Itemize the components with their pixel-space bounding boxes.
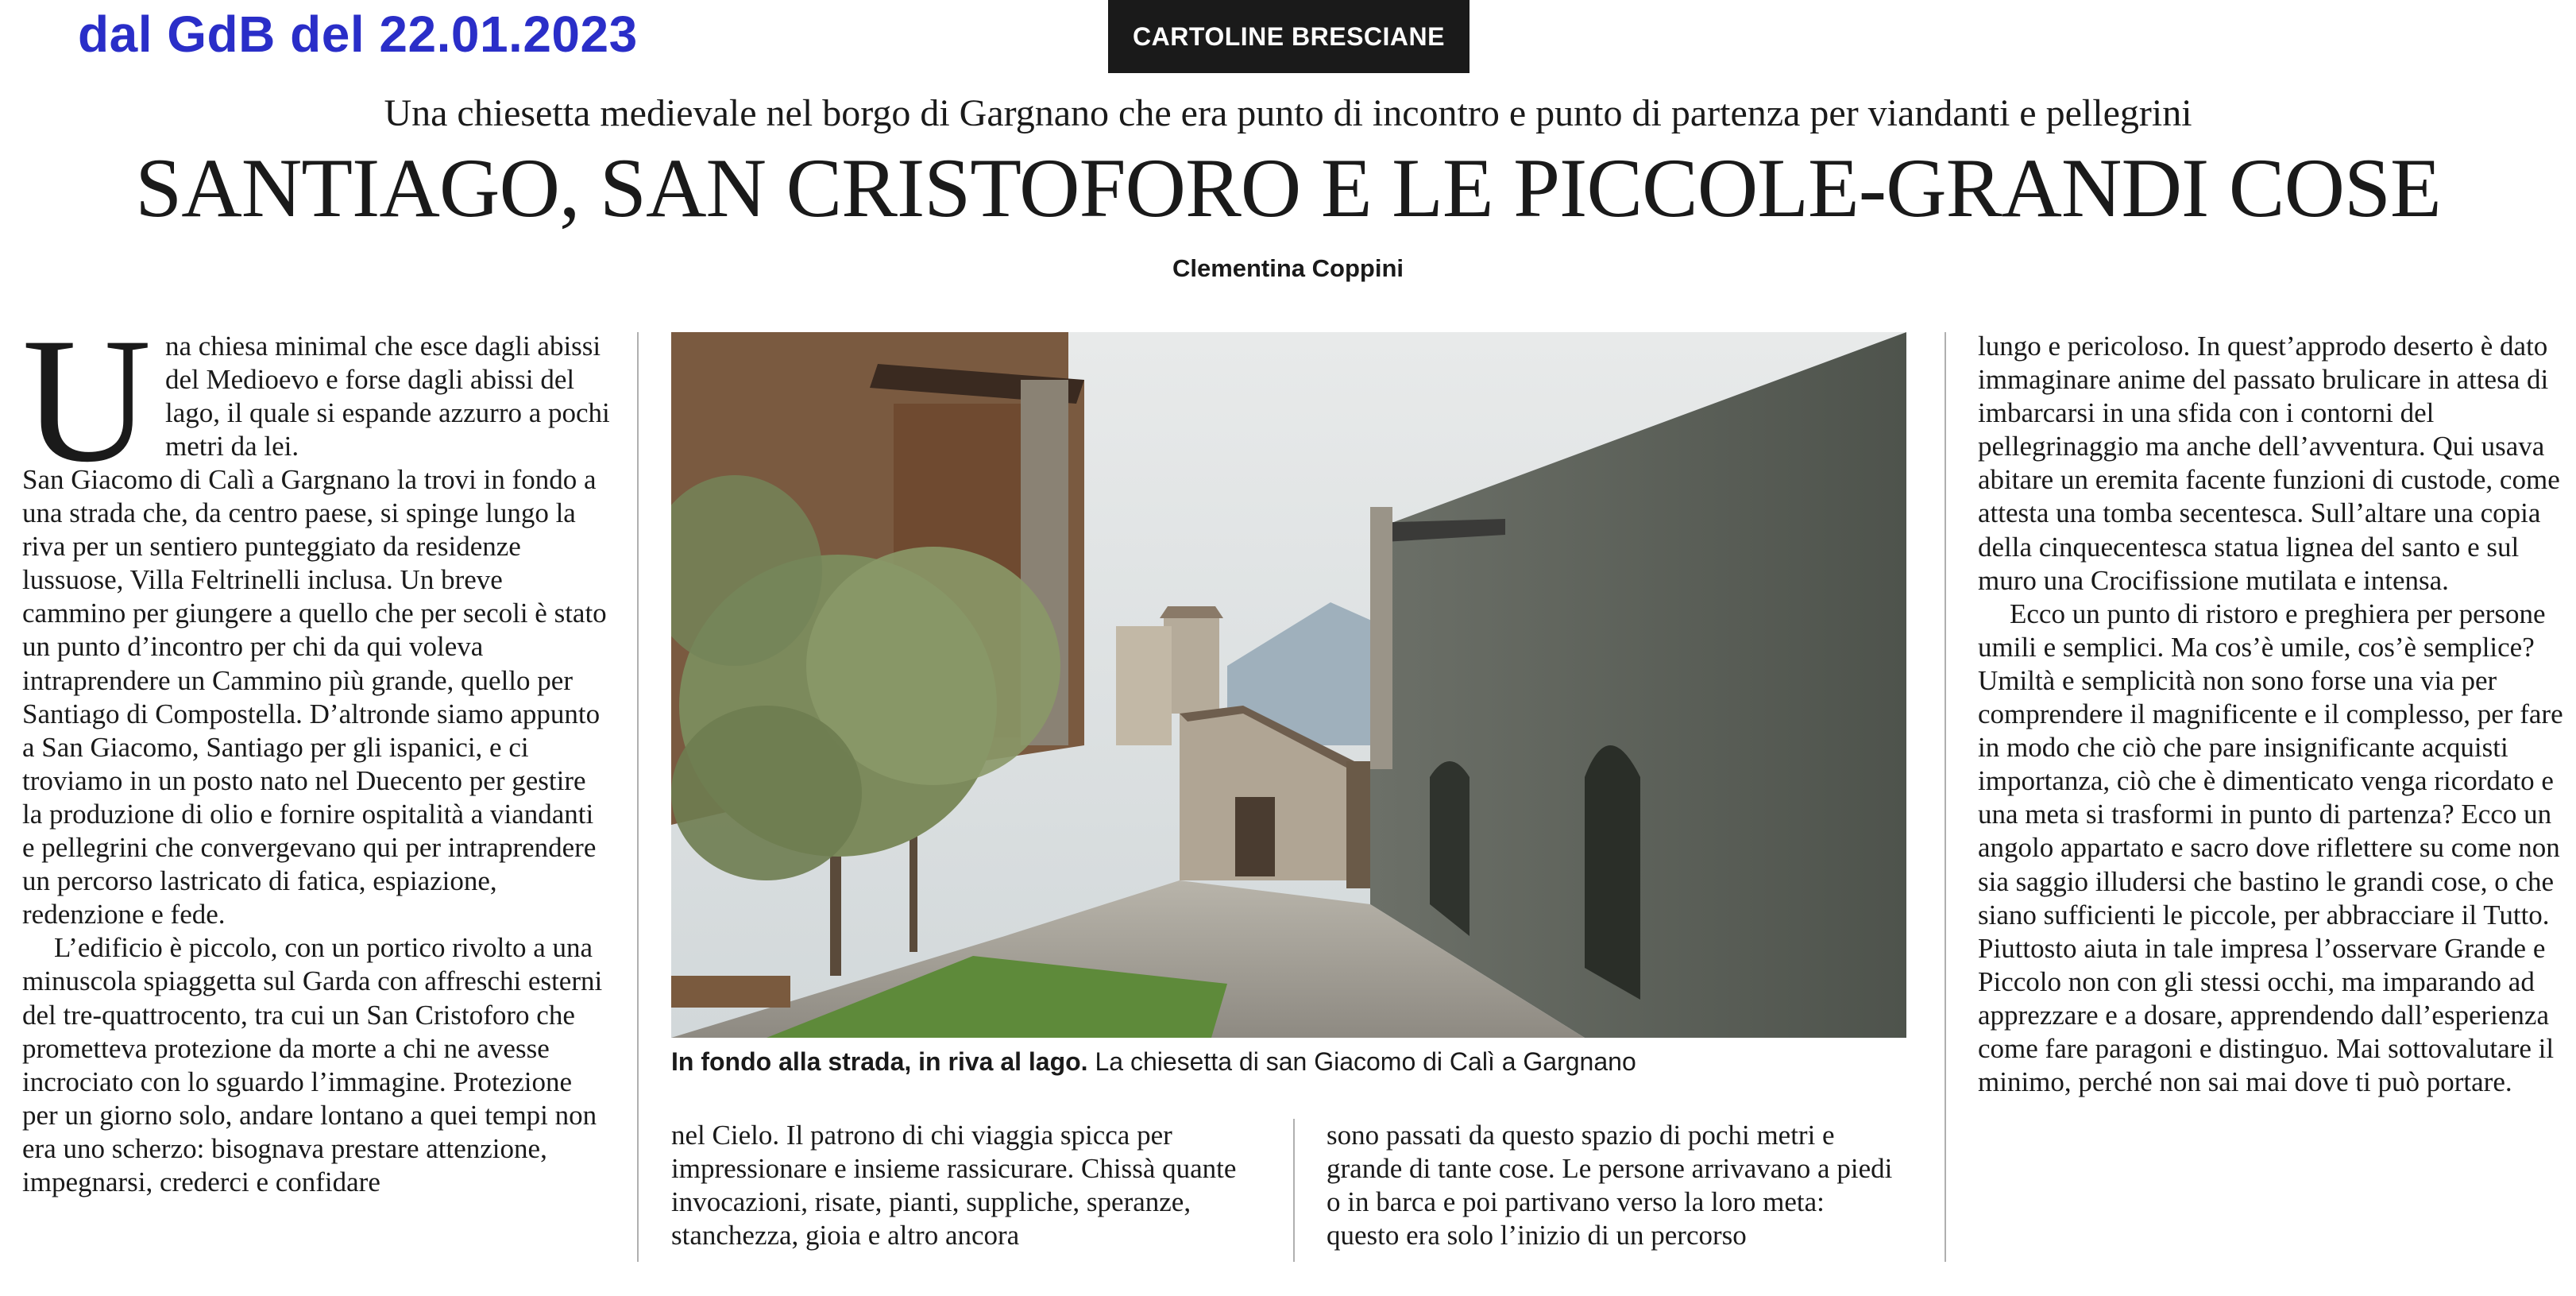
drop-cap: U: [22, 300, 152, 499]
source-stamp: dal GdB del 22.01.2023: [78, 6, 638, 63]
church-photo: [671, 332, 1906, 1038]
column-rule: [637, 332, 639, 1262]
column-1-paragraph: San Giacomo di Calì a Gargnano la trovi in fondo a una strada che, da centro paese, si spinge lungo la riva per un sentiero punteggiato da residenze lussuose, Villa Feltrinelli inclusa. Un breve cammino per giungere a quello che per secoli è stato un punto d’incontro per chi da qui voleva intraprendere un Cammino più grande, quello per Santiago di Compostella. D’altronde siamo appunto a San Giacomo, Santiago per gli ispanici, e ci troviamo in un posto nato nel Duecento per gestire la produzione di olio e fornire ospitalità a viandanti e pellegrini che convergevano qui per intraprendere un percorso lastricato di fatica, espiazione, redenzione e fede.: [22, 464, 607, 930]
column-2-paragraph: nel Cielo. Il patrono di chi viaggia spicca per impressionare e insieme rassicurare. Chissà quante invocazioni, risate, pianti, suppliche, speranze, stanchezza, gioia e altro ancora: [671, 1120, 1237, 1252]
column-rule: [1293, 1119, 1295, 1262]
column-3-paragraph: sono passati da questo spazio di pochi metri e grande di tante cose. Le persone arrivavano a piedi o in barca e poi partivano verso la loro meta: questo era solo l’inizio di un percorso: [1327, 1120, 1893, 1252]
column-1: [22, 463, 610, 1199]
caption-bold: In fondo alla strada, in riva al lago.: [671, 1047, 1088, 1076]
column-1-paragraph: L’edificio è piccolo, con un portico rivolto a una minuscola spiaggetta sul Garda con affreschi esterni del tre-quattrocento, tra cui un San Cristoforo che prometteva protezione da morte a chi ne avesse incrociato con lo sguardo l’immagine. Protezione per un giorno solo, andare lontano a quei tempi non era uno scherzo: bisognava prestare attenzione, impegnarsi, crederci e confidare: [22, 932, 603, 1197]
column-4-paragraph: lungo e pericoloso. In quest’approdo deserto è dato immaginare anime del passato brulicare in attesa di imbarcarsi in una sfida con i contorni del pellegrinaggio ma anche dell’avventura. Qui usava abitare un eremita facente funzioni di custode, come attesta una tomba secentesca. Sull’altare una copia della cinquecentesca statua lignea del santo e sul muro una Crocifissione mutilata e intensa.: [1978, 331, 2560, 596]
headline: SANTIAGO, SAN CRISTOFORO E LE PICCOLE-GRANDI COSE: [135, 141, 2441, 234]
column-3: [1327, 1119, 1898, 1252]
byline: Clementina Coppini: [1172, 254, 1404, 282]
column-4-paragraph: Ecco un punto di ristoro e preghiera per persone umili e semplici. Ma cos’è umile, cos’è semplice? Umiltà e semplicità non sono forse una via per comprendere il magnificente e il complesso, per fare in modo che ciò che pare insignificante acquisti importanza, ciò che è dimenticato venga ricordato e una meta si trasformi in punto di partenza? Ecco un angolo appartato e sacro dove riflettere su come non sia saggio illudersi che bastino le grandi cose, o che siano sufficienti le piccole, per abbracciare il Tutto. Piuttosto aiuta in tale impresa l’osservare Grande e Piccolo non con gli stessi occhi, ma imparando ad apprezzare e a dosare, apprendendo dall’esperienza come fare paragoni e distinguo. Mai sottovalutare il minimo, perché non sai mai dove ti può portare.: [1978, 598, 2563, 1098]
column-1-lead: na chiesa minimal che esce dagli abissi del Medioevo e forse dagli abissi del lago, il quale si espande azzurro a pochi metri da lei.: [165, 331, 610, 462]
column-2: [671, 1119, 1243, 1252]
caption-text: La chiesetta di san Giacomo di Calì a Gargnano: [1087, 1047, 1636, 1076]
kicker: Una chiesetta medievale nel borgo di Gargnano che era punto di incontro e punto di partenza per viandanti e pellegrini: [384, 92, 2192, 134]
section-tag: CARTOLINE BRESCIANE: [1108, 0, 1470, 73]
column-4: [1978, 330, 2566, 1099]
column-rule: [1945, 332, 1946, 1262]
photo-caption: [671, 1047, 1942, 1077]
